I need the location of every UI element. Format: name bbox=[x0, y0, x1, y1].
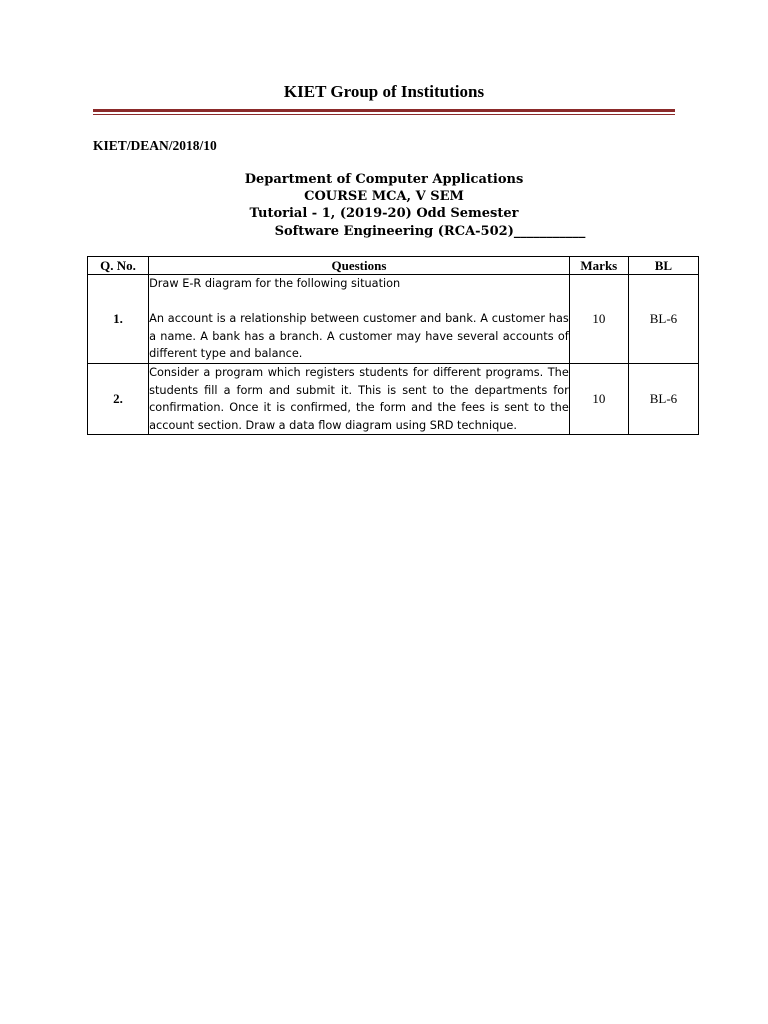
question-scenario: An account is a relationship between customer and bank. A customer has a name. A bank has a branch. A customer may have several accounts of different type and balance. bbox=[149, 312, 569, 361]
question-text bbox=[149, 275, 570, 364]
question-text bbox=[149, 363, 570, 434]
course-heading: COURSE MCA, V SEM bbox=[304, 189, 464, 204]
question-instruction: Draw E-R diagram for the following situation bbox=[149, 277, 401, 290]
question-number: 2. bbox=[88, 363, 149, 434]
table-header-row bbox=[88, 257, 699, 275]
column-header-marks: Marks bbox=[569, 257, 628, 275]
column-header-bl: BL bbox=[628, 257, 698, 275]
column-header-questions: Questions bbox=[149, 257, 570, 275]
question-bloom-level: BL-6 bbox=[628, 363, 698, 434]
header-rule-thick bbox=[93, 109, 675, 112]
subject-heading: Software Engineering (RCA-502)___________ bbox=[274, 224, 586, 239]
question-marks: 10 bbox=[569, 363, 628, 434]
table-row bbox=[88, 363, 699, 434]
department-heading: Department of Computer Applications bbox=[244, 172, 524, 187]
question-number: 1. bbox=[88, 275, 149, 364]
question-bloom-level: BL-6 bbox=[628, 275, 698, 364]
tutorial-heading: Tutorial - 1, (2019-20) Odd Semester bbox=[249, 206, 519, 221]
questions-table bbox=[87, 256, 699, 435]
column-header-qno: Q. No. bbox=[88, 257, 149, 275]
question-marks: 10 bbox=[569, 275, 628, 364]
reference-number: KIET/DEAN/2018/10 bbox=[93, 138, 217, 153]
question-scenario: Consider a program which registers students for different programs. The students fill a form and submit it. This is sent to the departments for confirmation. Once it is confirmed, the form and the fees is sent to the account section. Draw a data flow diagram using SRD technique. bbox=[149, 365, 569, 432]
institution-title: KIET Group of Institutions bbox=[283, 82, 485, 101]
header-rule-thin bbox=[93, 114, 675, 115]
table-row bbox=[88, 275, 699, 364]
